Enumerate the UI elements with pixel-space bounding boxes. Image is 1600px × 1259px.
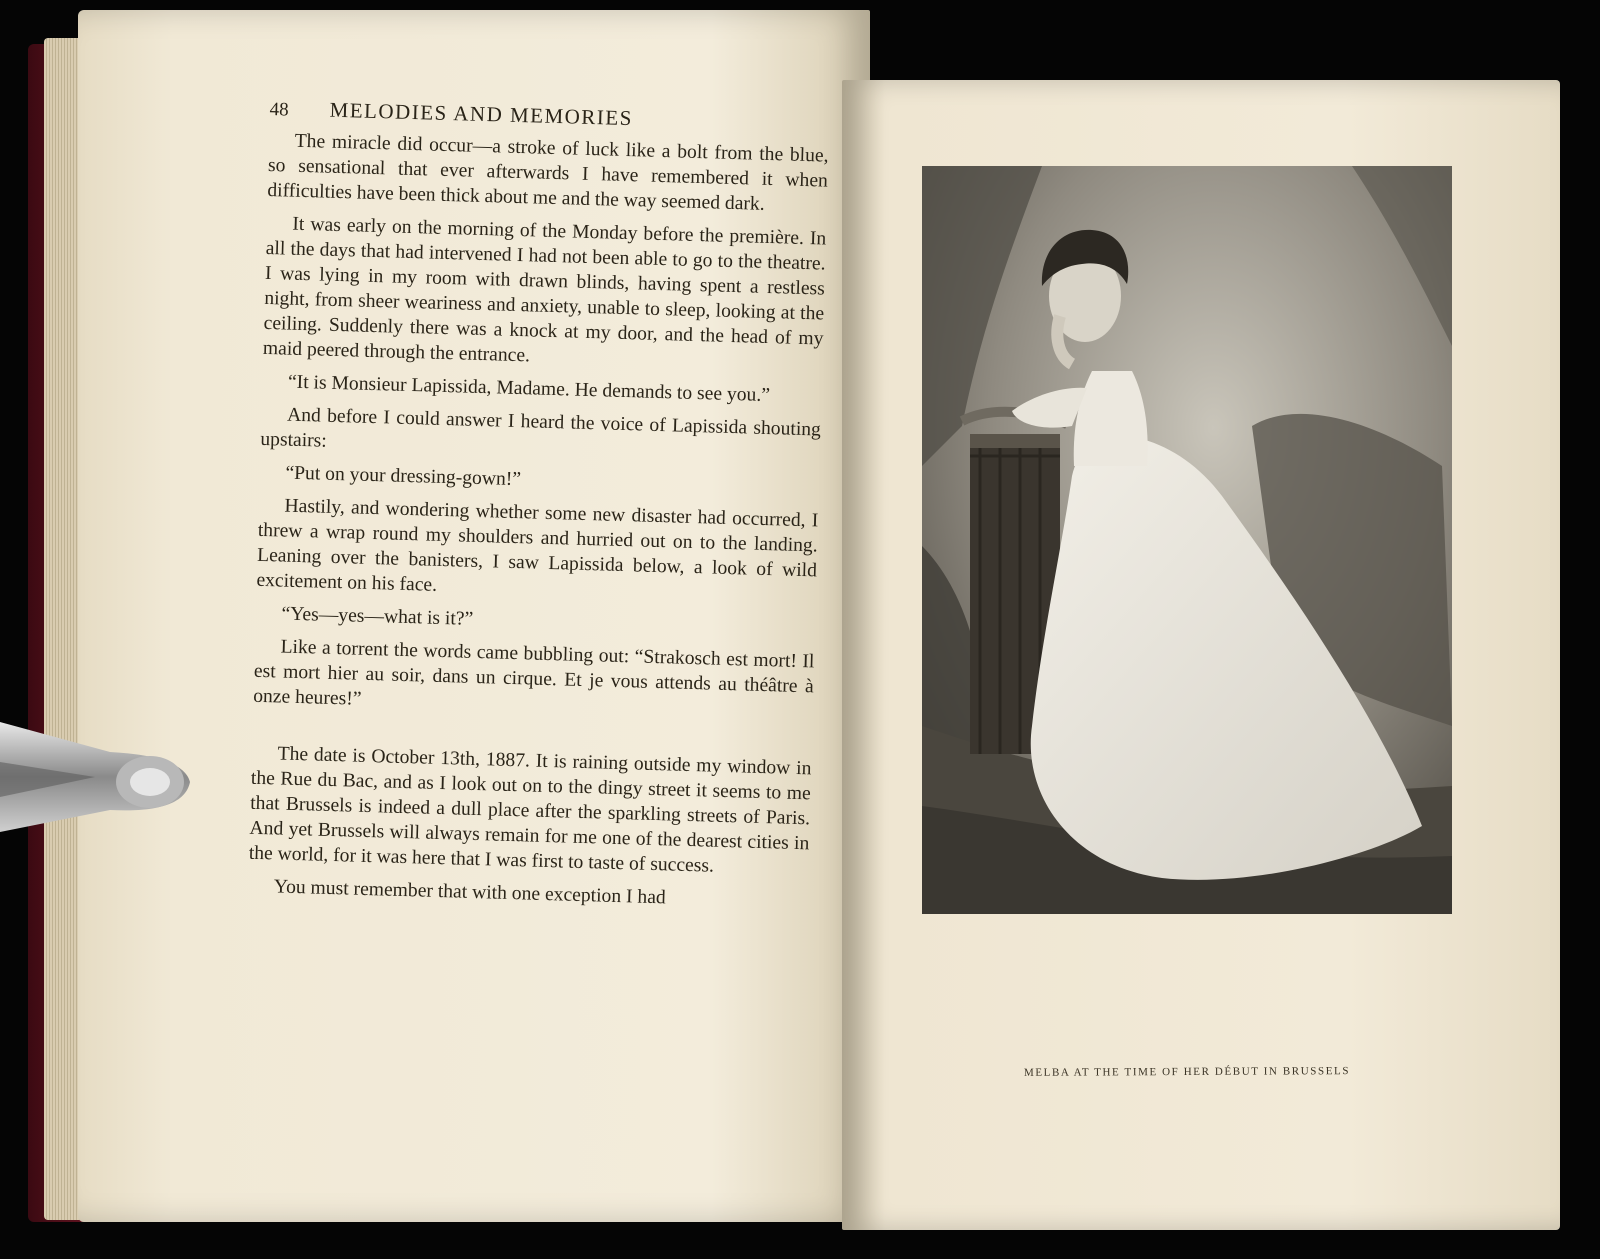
paragraph: “Put on your dressing-gown!” bbox=[285, 462, 522, 491]
paragraph: And before I could answer I heard the voice of Lapissida shouting upstairs: bbox=[260, 404, 822, 452]
photo-caption: MELBA AT THE TIME OF HER DÉBUT IN BRUSSELS bbox=[1023, 1065, 1351, 1079]
paragraph: It was early on the morning of the Monday before the première. In all the days that had intervened I had not been able to go to the theatre. I was lying in my room with drawn blinds, having spent a restless night, from sheer weariness and anxiety, unable to sleep, looking at the ceiling. Suddenly there was a knock at my door, and the head of my maid peered through the entrance. bbox=[262, 213, 827, 367]
metal-clip-shape bbox=[0, 722, 200, 840]
paragraph: The miracle did occur—a stroke of luck like a bolt from the blue, so sensational that ever afterwards I have remembered it when difficulties have been thick about me and the way seemed dark. bbox=[267, 130, 829, 215]
page-number: 48 bbox=[269, 98, 289, 121]
paragraph: The date is October 13th, 1887. It is raining outside my window in the Rue du Bac, and as I look out on to the dingy street it seems to me that Brussels is indeed a dull place after the sparkling streets of Paris. And yet Brussels will always remain for me one of the dearest cities in the world, for it was here that I was first to taste of success. bbox=[248, 743, 812, 877]
paragraph: Hastily, and wondering whether some new disaster had occurred, I threw a wrap round my shoulders and hurried out on to the landing. Leaning over the banisters, I saw Lapissida below, a look of wild excitement on his face. bbox=[256, 495, 819, 596]
paragraph: You must remember that with one exception I had bbox=[273, 876, 667, 909]
paragraph: “It is Monsieur Lapissida, Madame. He demands to see you.” bbox=[287, 371, 771, 407]
portrait-illustration bbox=[922, 166, 1452, 914]
running-head: MELODIES AND MEMORIES bbox=[329, 97, 634, 131]
metal-clip bbox=[0, 722, 200, 840]
portrait-photograph bbox=[922, 166, 1452, 914]
paragraph: “Yes—yes—what is it?” bbox=[281, 603, 474, 630]
page-text bbox=[247, 96, 829, 922]
paragraph: Like a torrent the words came bubbling out: “Strakosch est mort! Il est mort hier au soir, dans un cirque. Et je vous attends au théâtre à onze heures!” bbox=[252, 636, 815, 710]
